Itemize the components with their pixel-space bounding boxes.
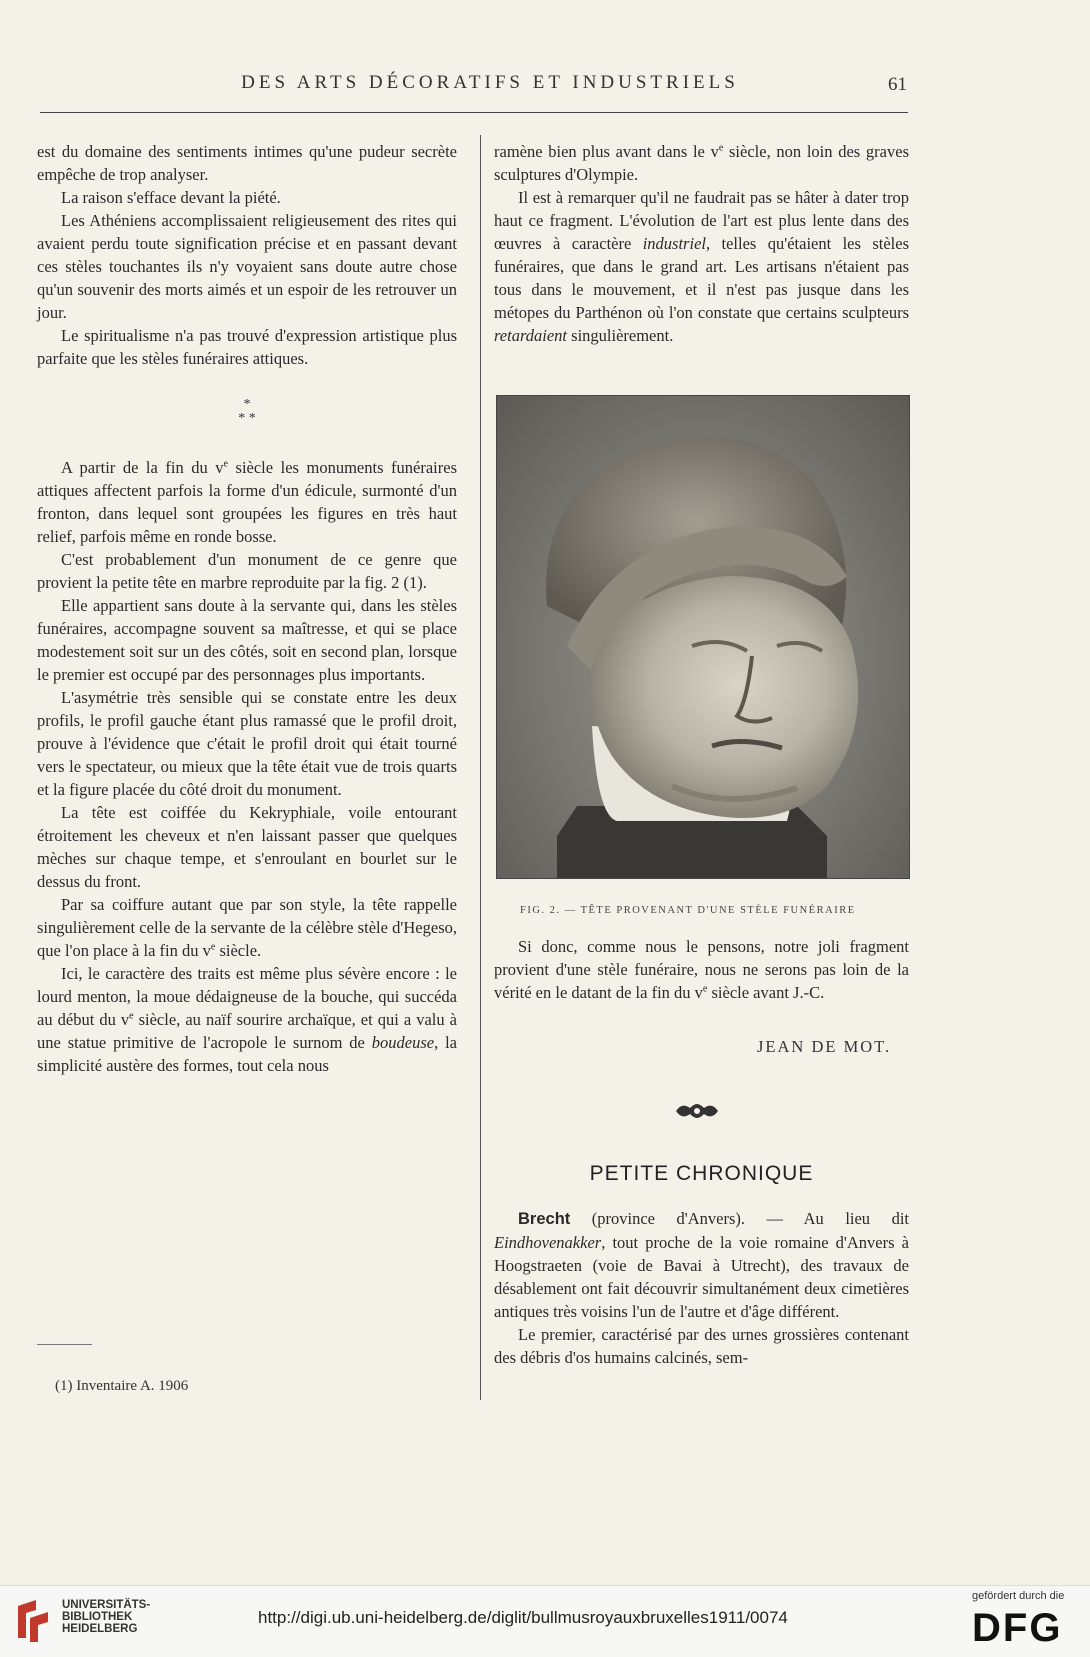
- paragraph: Brecht (province d'Anvers). — Au lieu dit Eindhovenakker, tout proche de la voie romaine d'Anvers à Hoogstraeten (voie de Bavai à Utrecht), des travaux de désablement ont fait découvrir simultanément deux cimetières antiques très voisins l'un de l'autre et d'âge différent.: [494, 1209, 909, 1321]
- author-signature: JEAN DE MOT.: [757, 1037, 892, 1056]
- paragraph: Si donc, comme nous le pensons, notre joli fragment provient d'une stèle funéraire, nous ne serons pas loin de la vérité en le datant de la fin du $v^e$ siècle avant J.-C.: [494, 937, 909, 1002]
- column-divider: [480, 135, 481, 1400]
- university-library-logo-icon: [14, 1598, 54, 1644]
- paragraph: Les Athéniens accomplissaient religieusement des rites qui avaient perdu toute signification précise et en passant devant ces stèles touchantes ils n'y voyaient sans doute autre chose qu'un souvenir des morts aimés et un espoir de les retrouver un jour.: [37, 211, 457, 322]
- marble-head-photograph: [496, 395, 910, 879]
- paragraph: L'asymétrie très sensible qui se constate entre les deux profils, le profil gauche étant plus ramassé que le profil droit, prouve à l'évidence que c'était le profil droit qui était tourné vers le spectateur, ou mieux que la tête était vue de trois quarts et la figure placée du côté droit du monument.: [37, 688, 457, 799]
- footnote-rule: [37, 1344, 92, 1345]
- fleuron-ornament-icon: [674, 1100, 720, 1122]
- digitization-footer: [0, 1585, 1090, 1657]
- footnote: (1) Inventaire A. 1906: [55, 1378, 189, 1394]
- page-number: 61: [888, 74, 907, 95]
- place-name: Brecht: [518, 1210, 571, 1228]
- section-title: PETITE CHRONIQUE: [589, 1162, 814, 1185]
- dfg-logo: DFG: [972, 1606, 1063, 1650]
- running-title: DES ARTS DÉCORATIFS ET INDUSTRIELS: [241, 72, 739, 93]
- paragraph: Ici, le caractère des traits est même plus sévère encore : le lourd menton, la moue dédaigneuse de la bouche, qui succéda au début du $v^e$ siècle, au naïf sourire archaïque, et qui a valu à une statue primitive de l'acropole le surnom de boudeuse, la simplicité austère des formes, tout cela nous: [37, 964, 457, 1075]
- paragraph: C'est probablement d'un monument de ce genre que provient la petite tête en marbre reproduite par la fig. 2 (1).: [37, 550, 457, 592]
- figure-caption: FIG. 2. — TÊTE PROVENANT D'UNE STÈLE FUNÉRAIRE: [520, 905, 856, 916]
- paragraph: Le spiritualisme n'a pas trouvé d'expression artistique plus parfaite que les stèles funéraires attiques.: [37, 326, 457, 368]
- right-column-top: [494, 140, 909, 347]
- paragraph: La tête est coiffée du Kekryphiale, voile entourant étroitement les cheveux et n'en laissant passer que quelques mèches sur chaque tempe, et s'enroulant en bourlet sur le dessus du front.: [37, 803, 457, 891]
- paragraph: Elle appartient sans doute à la servante qui, dans les stèles funéraires, accompagne souvent sa maîtresse, et qui se place modestement soit sur un des côtés, soit en second plan, lorsque le premier est occupé par des personnages plus importants.: [37, 596, 457, 684]
- paragraph: Le premier, caractérisé par des urnes grossières contenant des débris d'os humains calcinés, sem-: [494, 1325, 909, 1367]
- asterism-bottom: * *: [238, 411, 256, 426]
- library-name: UNIVERSITÄTS- BIBLIOTHEK HEIDELBERG: [62, 1599, 151, 1635]
- asterism-top: *: [243, 397, 251, 412]
- header-rule: [40, 112, 908, 113]
- paragraph: La raison s'efface devant la piété.: [61, 188, 281, 207]
- digital-copy-link[interactable]: http://digi.ub.uni-heidelberg.de/diglit/bullmusroyauxbruxelles1911/0074: [258, 1608, 788, 1627]
- right-column-middle: [494, 935, 909, 1004]
- paragraph: Par sa coiffure autant que par son style, la tête rappelle singulièrement celle de la servante de la célèbre stèle d'Hegeso, que l'on place à la fin du $v^e$ siècle.: [37, 895, 457, 960]
- paragraph: Il est à remarquer qu'il ne faudrait pas se hâter à dater trop haut ce fragment. L'évolution de l'art est plus lente dans des œuvres à caractère industriel, telles qu'étaient les stèles funéraires, que dans le grand art. Les artisans n'étaient pas tous dans le mouvement, et il n'est pas jusque dans les métopes du Parthénon où l'on constate que certains sculpteurs retardaient singulièrement.: [494, 188, 909, 345]
- paragraph: ramène bien plus avant dans le $v^e$ siècle, non loin des graves sculptures d'Olympie.: [494, 142, 909, 184]
- paragraph: est du domaine des sentiments intimes qu'une pudeur secrète empêche de trop analyser.: [37, 142, 457, 184]
- funding-label: gefördert durch die: [972, 1590, 1065, 1602]
- asterism-ornament: [37, 398, 457, 426]
- marble-head-illustration: [497, 396, 909, 878]
- paragraph: A partir de la fin du $v^e$ siècle les monuments funéraires attiques affectent parfois la forme d'un édicule, surmonté d'un fronton, dans lequel sont groupées les figures en très haut relief, parfois même en ronde bosse.: [37, 458, 457, 546]
- right-column-bottom: [494, 1207, 909, 1369]
- left-column: [37, 140, 457, 1077]
